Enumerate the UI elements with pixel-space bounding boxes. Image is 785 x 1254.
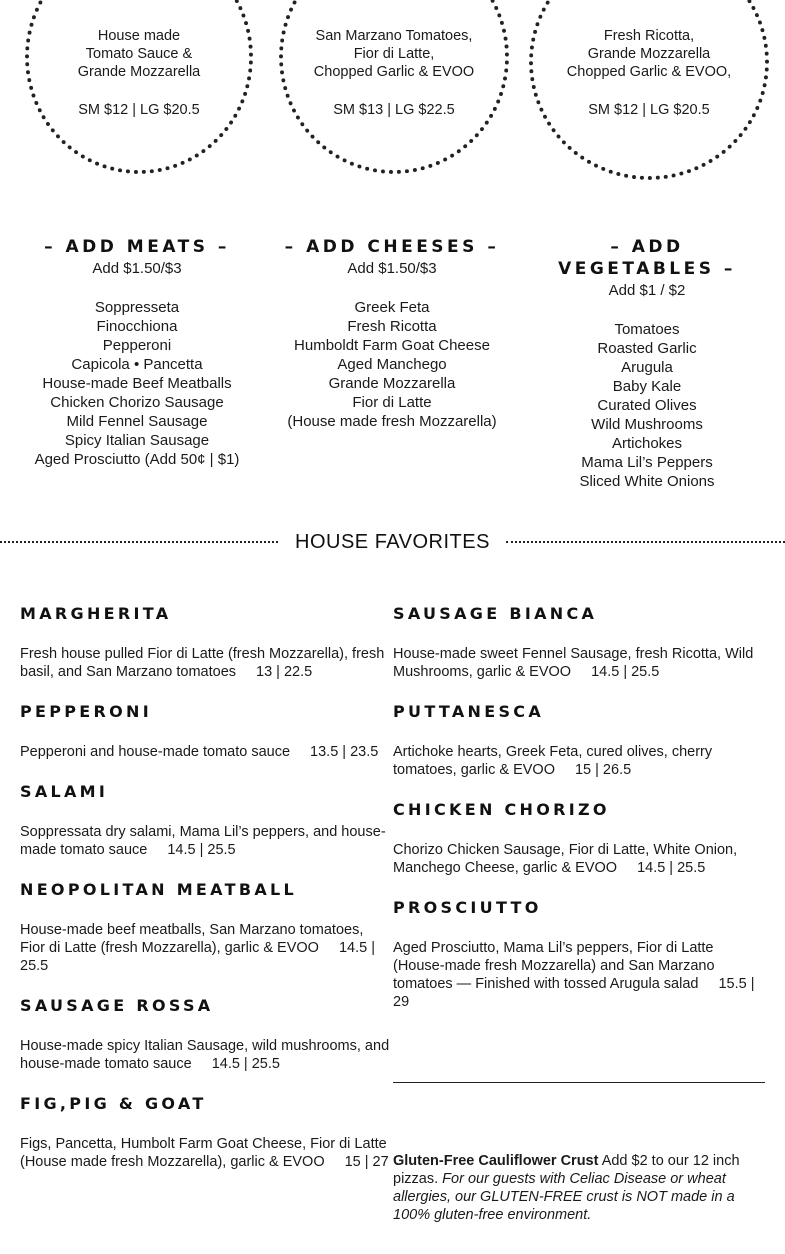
menu-item-pepperoni	[20, 702, 392, 761]
menu-item-price: 15 | 26.5	[574, 762, 632, 778]
menu-item-price: 14.5 | 25.5	[167, 842, 236, 858]
gluten-free-text: Add $2 to our 12 inch pizzas.	[393, 1153, 740, 1187]
menu-item-puttanesca	[393, 702, 765, 779]
menu-item-name: PUTTANESCA	[393, 702, 545, 721]
gluten-free-note	[393, 1152, 765, 1224]
specialty-circle-1	[25, 0, 253, 174]
add-meats-heading: – ADD MEATS –	[44, 237, 230, 257]
divider-left	[0, 541, 278, 543]
menu-item-description: Soppressata dry salami, Mama Lil’s peppers, and house-made tomato sauce 14.5 | 25.5	[20, 824, 386, 858]
list-item: Mild Fennel Sausage	[66, 413, 208, 430]
list-item: Chicken Chorizo Sausage	[50, 394, 224, 411]
list-item: Fresh Ricotta	[347, 318, 437, 335]
menu-item-description: Figs, Pancetta, Humbolt Farm Goat Cheese, Fior di Latte (House made fresh Mozzarella), garlic & EVOO 15 | 27	[20, 1136, 389, 1170]
menu-item-name: CHICKEN CHORIZO	[393, 800, 610, 819]
specialty-circle-2	[279, 0, 509, 174]
list-item: House-made Beef Meatballs	[42, 375, 232, 392]
list-item: Capicola • Pancetta	[71, 356, 203, 373]
list-item: Fior di Latte	[352, 394, 432, 411]
list-item: Aged Prosciutto (Add 50¢ | $1)	[34, 451, 240, 468]
specialty-circle-3	[529, 0, 769, 180]
menu-item-description: House-made sweet Fennel Sausage, fresh Ricotta, Wild Mushrooms, garlic & EVOO 14.5 | 25.5	[393, 646, 754, 680]
menu-item-price: 14.5 | 25.5	[20, 940, 375, 974]
list-item: Humboldt Farm Goat Cheese	[294, 337, 490, 354]
menu-item-description: Aged Prosciutto, Mama Lil’s peppers, Fior di Latte (House-made fresh Mozzarella) and San Marzano tomatoes — Finished with tossed Arugula salad 15.5 | 29	[393, 940, 755, 1010]
menu-item-description: Fresh house pulled Fior di Latte (fresh Mozzarella), fresh basil, and San Marzano tomatoes 13 | 22.5	[20, 646, 385, 680]
specialty-price: SM $12 | LG $20.5	[78, 102, 200, 118]
gluten-free-disclaimer: For our guests with Celiac Disease or wheat allergies, our GLUTEN-FREE crust is NOT made in a 100% gluten-free environment.	[393, 1171, 735, 1223]
list-item: Soppresseta	[94, 299, 180, 316]
list-item: Spicy Italian Sausage	[64, 432, 210, 449]
menu-item-fig-pig-goat	[20, 1094, 392, 1171]
menu-item-description: Pepperoni and house-made tomato sauce 13.5 | 23.5	[20, 744, 379, 760]
add-cheeses-price: Add $1.50/$3	[347, 260, 437, 277]
list-item: Curated Olives	[597, 397, 697, 414]
menu-item-name: PEPPERONI	[20, 702, 153, 721]
list-item: Finocchiona	[96, 318, 178, 335]
menu-item-name: PROSCIUTTO	[393, 898, 542, 917]
gluten-free-title: Gluten-Free Cauliflower Crust	[393, 1153, 599, 1169]
menu-item-price: 15.5 | 29	[393, 976, 755, 1010]
list-item: Aged Manchego	[337, 356, 447, 373]
list-item: Artichokes	[611, 435, 683, 452]
menu-item-name: SALAMI	[20, 782, 109, 801]
list-item: Arugula	[621, 359, 673, 376]
list-item: Wild Mushrooms	[591, 416, 703, 433]
add-cheeses-section	[277, 236, 507, 431]
specialty-description: San Marzano Tomatoes, Fior di Latte, Chopped Garlic & EVOO	[313, 28, 475, 80]
list-item: Greek Feta	[354, 299, 430, 316]
menu-item-prosciutto	[393, 898, 765, 1011]
menu-item-neopolitan-meatball	[20, 880, 392, 975]
specialty-price: SM $13 | LG $22.5	[333, 102, 455, 118]
menu-item-sausage-bianca	[393, 604, 765, 681]
add-meats-list	[22, 298, 252, 469]
list-item: Pepperoni	[102, 337, 172, 354]
menu-item-description: Artichoke hearts, Greek Feta, cured olives, cherry tomatoes, garlic & EVOO 15 | 26.5	[393, 744, 713, 778]
add-vegetables-section	[532, 236, 762, 491]
add-cheeses-heading: – ADD CHEESES –	[284, 237, 500, 257]
add-vegetables-price: Add $1 / $2	[608, 282, 686, 299]
list-item: Baby Kale	[612, 378, 682, 395]
add-cheeses-list	[277, 298, 507, 431]
list-item: Mama Lil’s Peppers	[581, 454, 713, 471]
menu-item-price: 14.5 | 25.5	[591, 664, 660, 680]
menu-item-price: 14.5 | 25.5	[637, 860, 706, 876]
section-rule	[393, 1082, 765, 1083]
menu-item-name: SAUSAGE BIANCA	[393, 604, 598, 623]
add-vegetables-heading: – ADD VEGETABLES –	[558, 237, 736, 279]
menu-item-margherita	[20, 604, 392, 681]
add-meats-price: Add $1.50/$3	[92, 260, 182, 277]
menu-item-price: 14.5 | 25.5	[211, 1056, 280, 1072]
menu-item-sausage-rossa	[20, 996, 392, 1073]
menu-item-price: 13 | 22.5	[256, 664, 313, 680]
menu-item-name: NEOPOLITAN MEATBALL	[20, 880, 297, 899]
house-favorites-title: HOUSE FAVORITES	[295, 531, 490, 553]
divider-right	[506, 541, 785, 543]
specialty-description: House made Tomato Sauce & Grande Mozzarella	[77, 28, 201, 80]
menu-item-price: 13.5 | 23.5	[310, 744, 379, 760]
add-vegetables-list	[532, 320, 762, 491]
menu-item-chicken-chorizo	[393, 800, 765, 877]
list-item: Roasted Garlic	[597, 340, 697, 357]
specialty-description: Fresh Ricotta, Grande Mozzarella Chopped Garlic & EVOO,	[566, 28, 732, 80]
list-item: (House made fresh Mozzarella)	[287, 413, 497, 430]
list-item: Sliced White Onions	[579, 473, 715, 490]
menu-item-description: House-made beef meatballs, San Marzano tomatoes, Fior di Latte (fresh Mozzarella), garlic & EVOO 14.5 | 25.5	[20, 922, 375, 974]
menu-item-name: MARGHERITA	[20, 604, 172, 623]
menu-item-name: FIG,PIG & GOAT	[20, 1094, 207, 1113]
menu-item-description: Chorizo Chicken Sausage, Fior di Latte, White Onion, Manchego Cheese, garlic & EVOO 14.5 | 25.5	[393, 842, 738, 876]
menu-item-name: SAUSAGE ROSSA	[20, 996, 214, 1015]
specialty-price: SM $12 | LG $20.5	[588, 102, 710, 118]
menu-item-price: 15 | 27	[344, 1154, 389, 1170]
menu-item-salami	[20, 782, 392, 859]
list-item: Tomatoes	[614, 321, 680, 338]
list-item: Grande Mozzarella	[328, 375, 456, 392]
menu-item-description: House-made spicy Italian Sausage, wild mushrooms, and house-made tomato sauce 14.5 | 25.5	[20, 1038, 390, 1072]
add-meats-section	[22, 236, 252, 469]
